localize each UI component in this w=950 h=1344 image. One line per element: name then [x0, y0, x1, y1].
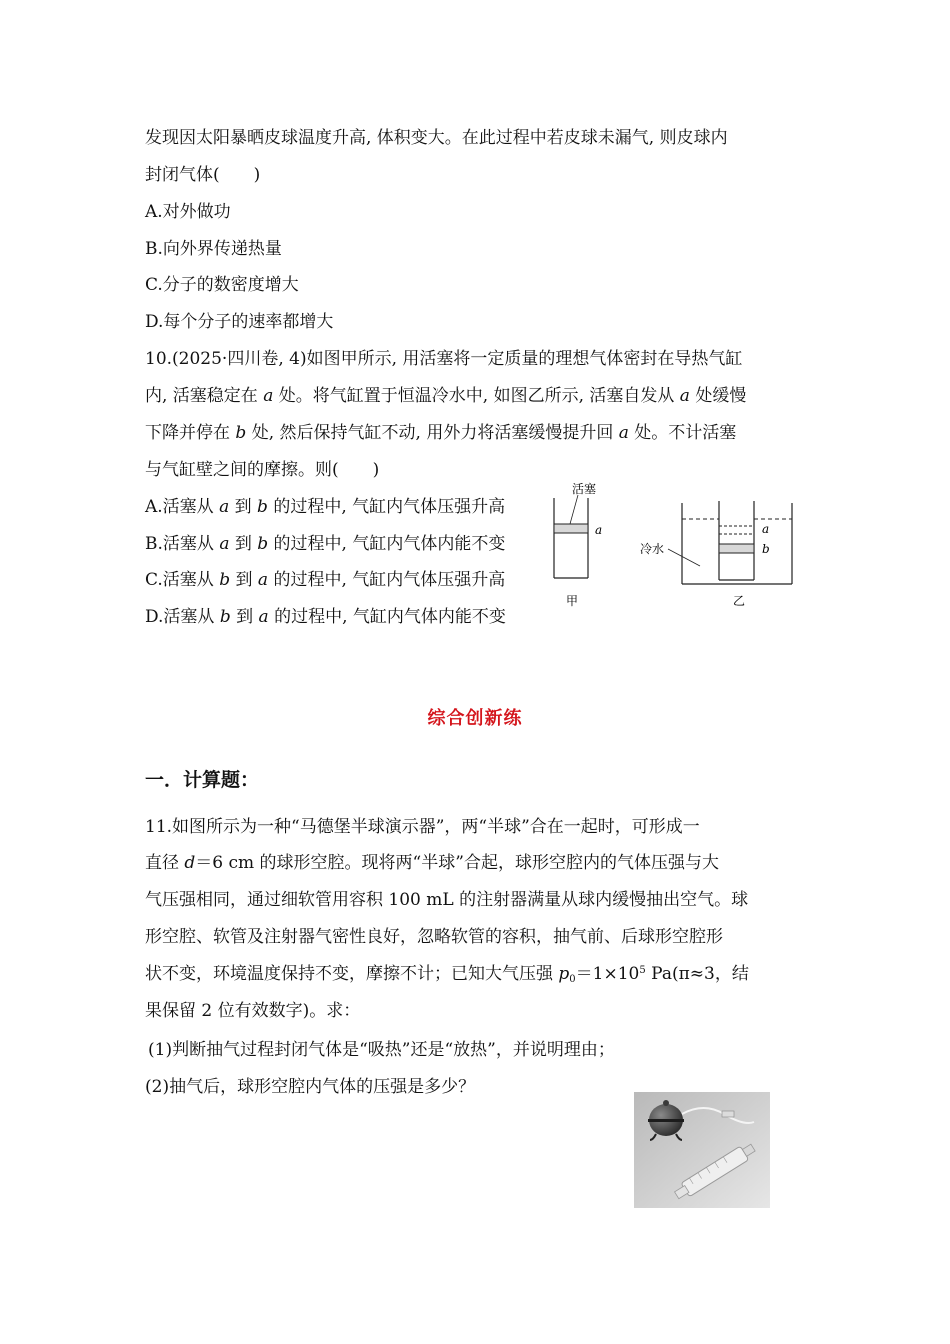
q10-option-c: C.活塞从 b 到 a 的过程中, 气缸内气体压强升高 [145, 570, 506, 590]
q11-stem-line4: 形空腔、软管及注射器气密性良好，忽略软管的容积，抽气前、后球形空腔形 [145, 927, 723, 947]
q10-option-a: A.活塞从 a 到 b 的过程中, 气缸内气体压强升高 [145, 497, 506, 517]
yi-label-b: b [762, 542, 770, 556]
q10-option-b: B.活塞从 a 到 b 的过程中, 气缸内气体内能不变 [145, 534, 506, 554]
q10-stem-line1: 10.(2025·四川卷, 4)如图甲所示, 用活塞将一定质量的理想气体密封在导热气缸 [145, 349, 743, 369]
q9-option-d: D.每个分子的速率都增大 [145, 312, 334, 332]
piston-jia [554, 524, 588, 533]
section-title: 综合创新练 [427, 708, 523, 729]
cylinder-jia [554, 498, 588, 578]
piston-position-a [719, 526, 754, 534]
q11-stem-line1: 11.如图所示为一种“马德堡半球演示器”，两“半球”合在一起时，可形成一 [145, 817, 700, 837]
q10-stem-line2: 内, 活塞稳定在 a 处。将气缸置于恒温冷水中, 如图乙所示, 活塞自发从 a 处缓慢 [145, 386, 747, 406]
q9-stem-line1: 发现因太阳暴晒皮球温度升高, 体积变大。在此过程中若皮球未漏气, 则皮球内 [145, 128, 728, 148]
q11-stem-line6: 果保留 2 位有效数字)。求： [145, 1001, 361, 1021]
q11-stem-line5: 状不变，环境温度保持不变，摩擦不计；已知大气压强 $p_0=1\times 10^5$ Pa(π≈3，结 [145, 964, 749, 985]
piston-yi [719, 544, 754, 553]
q10-stem-line4: 与气缸壁之间的摩擦。则( ) [145, 460, 380, 480]
water-leader-line [668, 549, 700, 566]
q9-option-a: A.对外做功 [145, 202, 231, 222]
q11-subquestion-2: (2)抽气后，球形空腔内气体的压强是多少？ [145, 1077, 476, 1097]
q9-option-c: C.分子的数密度增大 [145, 275, 299, 295]
section-heading: 一．计算题： [145, 769, 260, 791]
jia-label-a: a [595, 523, 603, 537]
q9-stem-line2: 封闭气体( ) [145, 165, 261, 185]
q11-stem-line3: 气压强相同，通过细软管用容积 100 mL 的注射器满量从球内缓慢抽出空气。球 [145, 890, 749, 910]
piston-label: 活塞 [572, 482, 597, 496]
q10-figure [540, 478, 800, 616]
q10-stem-line3: 下降并停在 b 处, 然后保持气缸不动, 用外力将活塞缓慢提升回 a 处。不计活塞 [145, 423, 737, 443]
q9-option-b: B.向外界传递热量 [145, 239, 282, 259]
caption-yi: 乙 [733, 594, 746, 608]
tube-connector [722, 1111, 734, 1117]
q11-photo [634, 1092, 770, 1208]
q11-stem-line2: 直径 d＝6 cm 的球形空腔。现将两“半球”合起，球形空腔内的气体压强与大 [145, 853, 719, 873]
yi-label-a: a [762, 522, 770, 536]
q10-option-d: D.活塞从 b 到 a 的过程中, 气缸内气体内能不变 [145, 607, 506, 627]
q11-subquestion-1: (1)判断抽气过程封闭气体是“吸热”还是“放热”，并说明理由； [148, 1040, 615, 1060]
cylinder-yi [719, 501, 754, 580]
water-label: 冷水 [640, 542, 665, 556]
caption-jia: 甲 [566, 594, 579, 608]
piston-leader-line [570, 495, 578, 524]
